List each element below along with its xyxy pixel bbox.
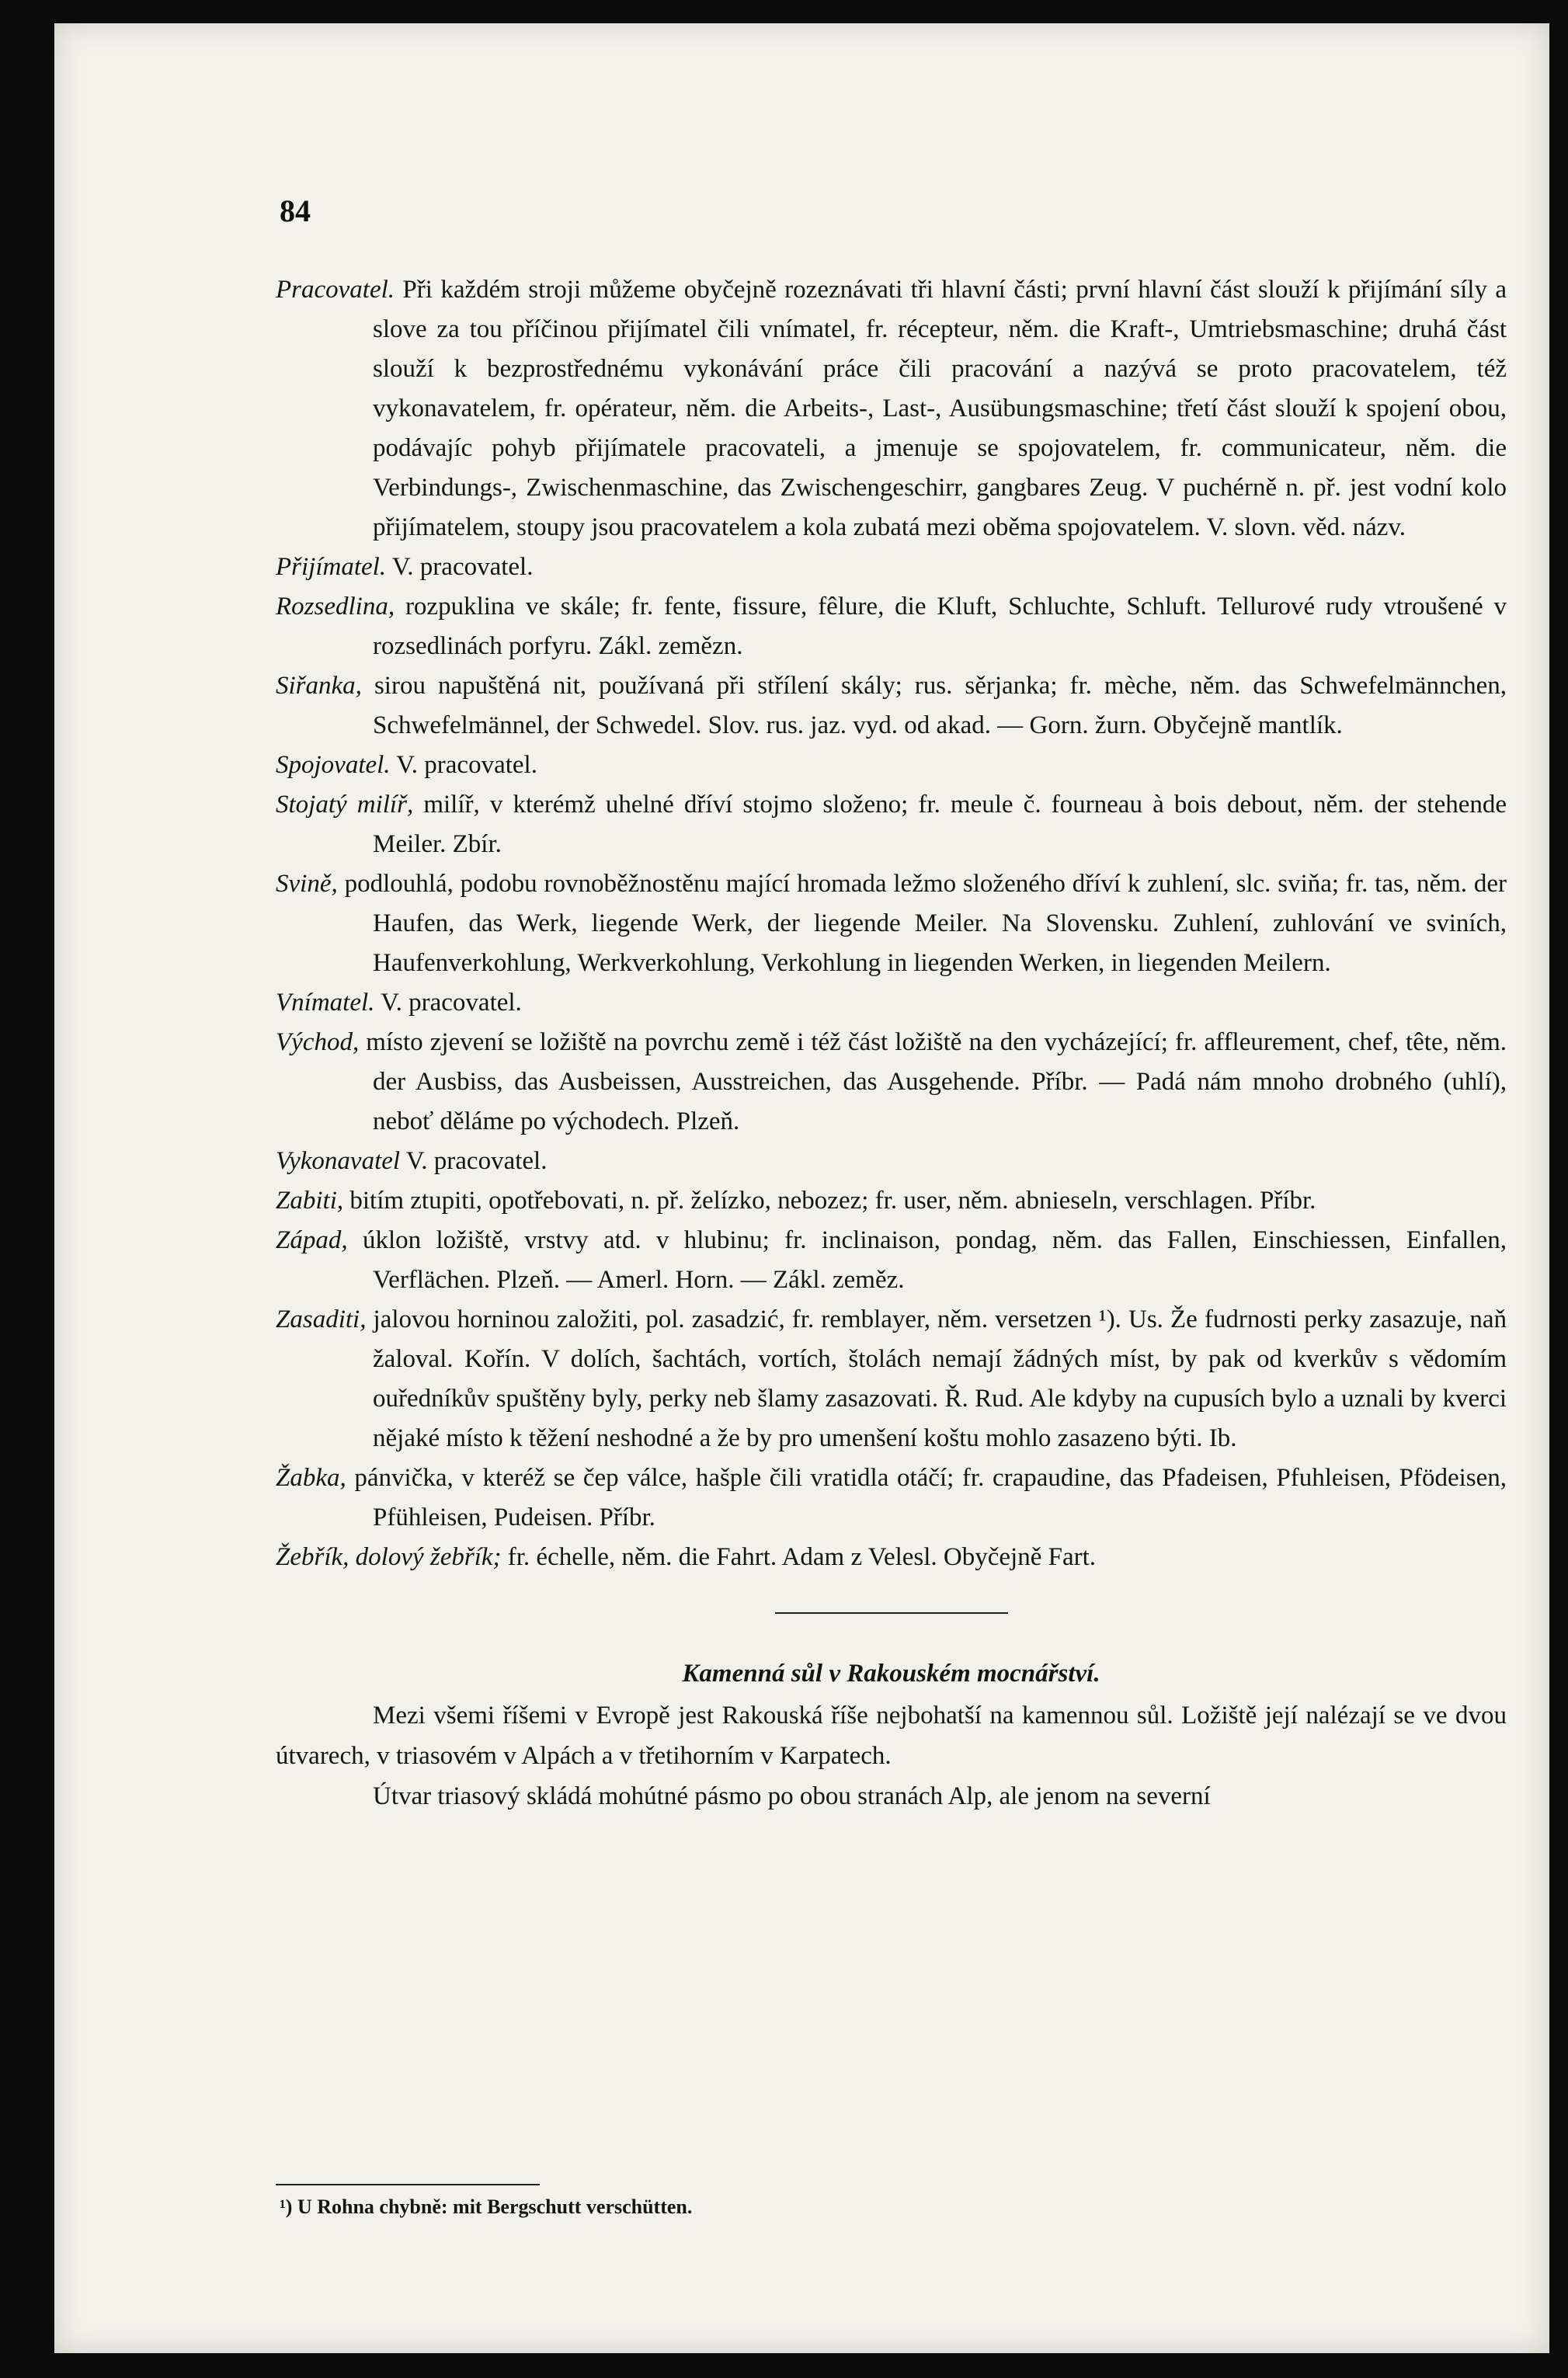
- glossary-entry: [276, 1221, 1507, 1300]
- section-title: Kamenná sůl v Rakouském mocnářství.: [682, 1660, 1100, 1688]
- entry-text: jalovou horninou založiti, pol. zasadzić, fr. remblayer, něm. versetzen ¹). Us. Že fudrnosti perky zasazuje, naň žaloval. Kořín. V dolích, šachtách, vortích, štolách nemají žádných míst, by pak od kverkův s vědomím ouředníkův spuštěny byly, perky neb šlamy zasazovati. Ř. Rud. Ale kdyby na cupusích bylo a uznali by kverci nějaké místo k těžení neshodné a že by pro umenšení koštu mohlo zasazeno býti. Ib.: [373, 1305, 1507, 1452]
- entry-headword: Pracovatel.: [276, 276, 395, 304]
- page-sheet: [54, 23, 1549, 2353]
- section-paragraph: Útvar triasový skládá mohútné pásmo po obou stranách Alp, ale jenom na severní: [373, 1782, 1211, 1810]
- glossary-entry: [276, 1300, 1507, 1458]
- entry-text: podlouhlá, podobu rovnoběžnostěnu mající hromada ležmo složeného dříví k zuhlení, slc. sviňa; fr. tas, něm. der Haufen, das Werk, liegende Werk, der liegende Meiler. Na Slovensku. Zuhlení, zuhlování ve sviních, Haufenverkohlung, Werkverkohlung, Verkohlung in liegenden Werken, in liegenden Meilern.: [344, 870, 1507, 977]
- section-divider: [775, 1612, 1008, 1614]
- entry-text: sirou napuštěná nit, používaná při střílení skály; rus. sěrjanka; fr. mèche, něm. das Schwefelmännchen, Schwefelmännel, der Schwedel. Slov. rus. jaz. vyd. od akad. — Gorn. žurn. Obyčejně mantlík.: [373, 672, 1507, 739]
- glossary-entry: [276, 746, 1507, 785]
- entry-headword: Vykonavatel: [276, 1147, 401, 1175]
- glossary-entries: [276, 270, 1507, 1577]
- entry-headword: Svině,: [276, 870, 338, 898]
- entry-headword: Stojatý milíř,: [276, 791, 414, 819]
- glossary-entry: [276, 1458, 1507, 1538]
- entry-headword: Zabiti,: [276, 1187, 344, 1215]
- entry-text: pánvička, v kteréž se čep válce, hašple čili vratidla otáčí; fr. crapaudine, das Pfadeisen, Pfuhleisen, Pfödeisen, Pfühleisen, Pudeisen. Příbr.: [354, 1464, 1507, 1531]
- entry-headword: Východ,: [276, 1028, 360, 1056]
- glossary-entry: [276, 1023, 1507, 1142]
- glossary-entry: [276, 666, 1507, 746]
- entry-text: milíř, v kterémž uhelné dříví stojmo složeno; fr. meule č. fourneau à bois debout, něm. der stehende Meiler. Zbír.: [373, 791, 1507, 858]
- entry-text: místo zjevení se ložiště na povrchu země i též část ložiště na den vycházející; fr. affleurement, chef, tête, něm. der Ausbiss, das Ausbeissen, Ausstreichen, das Ausgehende. Příbr. — Padá nám mnoho drobného (uhlí), neboť děláme po východech. Plzeň.: [366, 1028, 1507, 1135]
- glossary-entry: [276, 1538, 1507, 1577]
- glossary-entry: [276, 270, 1507, 548]
- entry-text: bitím ztupiti, opotřebovati, n. př. želízko, nebozez; fr. user, něm. abnieseln, verschlagen. Příbr.: [349, 1187, 1316, 1215]
- section-paragraph: Mezi všemi říšemi v Evropě jest Rakouská říše nejbohatší na kamennou sůl. Ložiště její nalézají se ve dvou útvarech, v triasovém v Alpách a v třetihorním v Karpatech.: [276, 1702, 1507, 1770]
- entry-headword: Spojovatel.: [276, 751, 391, 779]
- entry-text: úklon ložiště, vrstvy atd. v hlubinu; fr. inclinaison, pondag, něm. das Fallen, Einschiessen, Einfallen, Verflächen. Plzeň. — Amerl. Horn. — Zákl. zeměz.: [362, 1226, 1507, 1294]
- page-number: 84: [280, 193, 311, 228]
- entry-headword: Zasaditi,: [276, 1305, 367, 1333]
- entry-headword: Siřanka,: [276, 672, 362, 700]
- glossary-entry: [276, 587, 1507, 666]
- entry-headword: Žabka,: [276, 1464, 346, 1492]
- entry-headword: Rozsedlina,: [276, 593, 395, 621]
- entry-headword: Žebřík, dolový žebřík;: [276, 1543, 502, 1571]
- glossary-entry: [276, 864, 1507, 983]
- entry-text: rozpuklina ve skále; fr. fente, fissure, fêlure, die Kluft, Schluchte, Schluft. Tellurové rudy vtroušené v rozsedlinách porfyru. Zákl. zemězn.: [373, 593, 1507, 660]
- page-body: [276, 270, 1507, 1817]
- entry-headword: Přijímatel.: [276, 553, 387, 581]
- entry-text: V. pracovatel.: [396, 751, 537, 779]
- entry-text: fr. échelle, něm. die Fahrt. Adam z Velesl. Obyčejně Fart.: [507, 1543, 1097, 1571]
- entry-text: Při každém stroji můžeme obyčejně rozeznávati tři hlavní části; první hlavní část slouží k přijímání síly a slove za tou příčinou přijímatel čili vnímatel, fr. récepteur, něm. die Kraft-, Umtriebsmaschine; druhá část slouží k bezprostřednému vykonávání práce čili pracování a nazývá se proto pracovatelem, též vykonavatelem, fr. opérateur, něm. die Arbeits-, Last-, Ausübungsmaschine; třetí část slouží k spojení obou, podávajíc pohyb přijímatele pracovateli, a jmenuje se spojovatelem, fr. communicateur, něm. die Verbindungs-, Zwischenmaschine, das Zwischengeschirr, gangbares Zeug. V puchérně n. př. jest vodní kolo přijímatelem, stoupy jsou pracovatelem a kola zubatá mezi oběma spojovatelem. V. slovn. věd. názv.: [373, 276, 1507, 541]
- entry-text: V. pracovatel.: [391, 553, 534, 581]
- glossary-entry: [276, 1142, 1507, 1181]
- footnote-rule: [276, 2184, 540, 2185]
- glossary-entry: [276, 983, 1507, 1023]
- entry-text: V. pracovatel.: [405, 1147, 548, 1175]
- entry-headword: Vnímatel.: [276, 989, 375, 1017]
- footnote: ¹) U Rohna chybně: mit Bergschutt verschütten.: [280, 2195, 693, 2218]
- glossary-entry: [276, 1181, 1507, 1221]
- glossary-entry: [276, 785, 1507, 864]
- glossary-entry: [276, 548, 1507, 587]
- entry-headword: Západ,: [276, 1226, 348, 1254]
- entry-text: V. pracovatel.: [381, 989, 522, 1017]
